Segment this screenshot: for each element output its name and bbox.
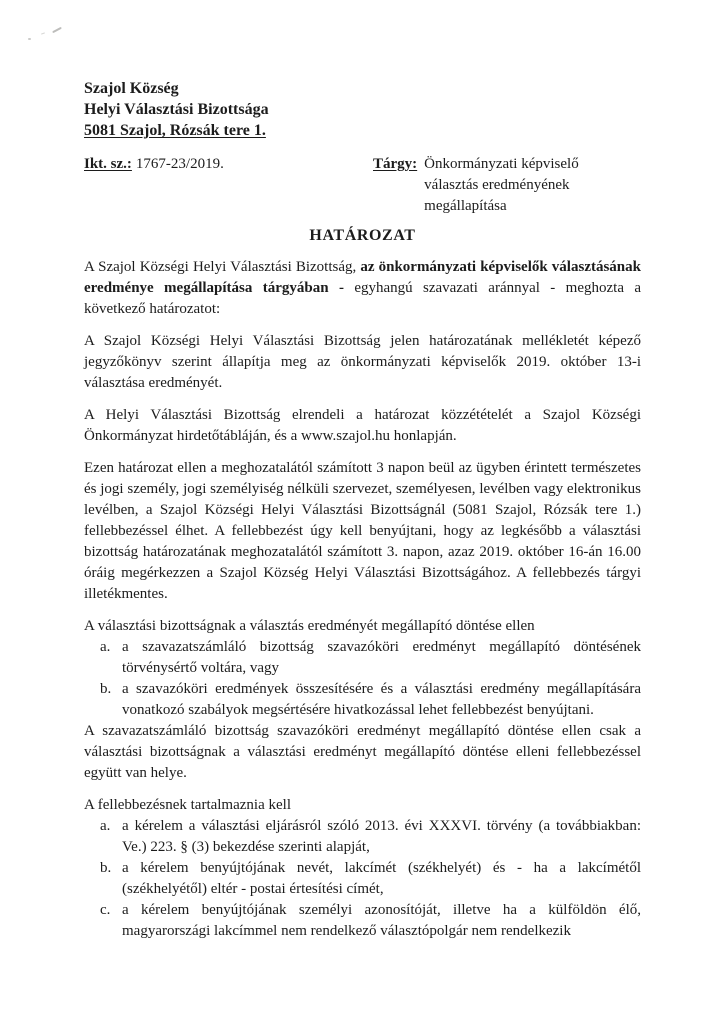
scan-artifact: [41, 32, 45, 34]
appeal-grounds-intro: A választási bizottságnak a választás eredményét megállapító döntése ellen: [84, 618, 535, 634]
decision-intro-subject-bold: az önkormányzati képviselők választásának eredménye megállapítása tárgyában -: [84, 259, 641, 296]
list-marker: c.: [100, 902, 111, 918]
reference-row: [84, 154, 641, 217]
appeal-grounds-outro: A szavazatszámláló bizottság szavazóköri eredményt megállapító döntése ellen csak a választási bizottságnak a választási eredményt megállapító döntése elleni fellebbezéssel együtt van helye.: [84, 723, 641, 781]
subject-block: [373, 154, 579, 217]
file-number: [84, 154, 373, 217]
list-item: [84, 637, 641, 679]
org-committee: Helyi Választási Bizottsága: [84, 101, 269, 118]
paragraph-appeal-rules: Ezen határozat ellen a meghozatalától számított 3 napon beül az ügyben érintett természetes és jogi személy, jogi személyiség nélküli szervezet, személyesen, levélben vagy elektronikus levélben, a Szajol Községi Helyi Választási Bizottságnál (5081 Szajol, Rózsák tere 1.) fellebbezéssel élhet. A fellebbezést úgy kell benyújtani, hogy az legkésőbb a választási bizottság határozatának meghozatalától számított 3. napon, azaz 2019. október 16-án 16.00 óráig megérkezzen a Szajol Község Helyi Választási Bizottságához. A fellebbezés tárgyi illetékmentes.: [84, 460, 641, 602]
appeal-grounds-block: [84, 616, 641, 784]
list-item-text: a kérelem benyújtójának nevét, lakcímét (székhelyét) és - ha a lakcímétől (székhelyétől) eltér - postai értesítési címét,: [122, 860, 641, 897]
decision-intro-closing: egyhangú szavazati aránnyal - meghozta a következő határozatot:: [84, 280, 641, 317]
scan-artifact: [28, 38, 31, 40]
list-item: [84, 679, 641, 721]
letterhead: [84, 78, 641, 141]
subject-line: Önkormányzati képviselő: [424, 156, 579, 172]
paragraph-decision-intro: [84, 257, 641, 320]
scan-artifact: [52, 27, 62, 33]
subject-text: [424, 154, 579, 217]
subject-line: választás eredményének: [424, 177, 570, 193]
list-marker: b.: [100, 860, 112, 876]
file-number-label: Ikt. sz.:: [84, 156, 132, 172]
org-name: Szajol Község: [84, 80, 179, 97]
document-content: [84, 78, 641, 942]
list-marker: b.: [100, 681, 112, 697]
subject-line: megállapítása: [424, 198, 507, 214]
subject-label: Tárgy:: [373, 156, 418, 172]
list-item: [84, 858, 641, 900]
decision-intro-text: A Szajol Községi Helyi Választási Bizottság,: [84, 259, 361, 275]
list-marker: a.: [100, 818, 111, 834]
list-item-text: a szavazóköri eredmények összesítésére és a választási eredmény megállapítására vonatkozó szabályok megsértésére hivatkozással lehet fellebbezést benyújtani.: [122, 681, 641, 718]
appeal-content-intro: A fellebbezésnek tartalmaznia kell: [84, 797, 291, 813]
list-item: [84, 900, 641, 942]
document-title: HATÁROZAT: [309, 227, 416, 244]
list-item-text: a kérelem a választási eljárásról szóló 2013. évi XXXVI. törvény (a továbbiakban: Ve.) 223. § (3) bekezdése szerinti alapját,: [122, 818, 641, 855]
paragraph-result-statement: A Szajol Községi Helyi Választási Bizottság jelen határozatának mellékletét képező jegyzőkönyv szerint állapítja meg az önkormányzati képviselők 2019. október 13-i választása eredményét.: [84, 333, 641, 391]
list-item-text: a kérelem benyújtójának személyi azonosítóját, illetve ha a külföldön élő, magyarországi lakcímmel nem rendelkező választópolgár nem rendelkezik: [122, 902, 641, 939]
file-number-value: 1767-23/2019.: [135, 156, 224, 172]
list-item: [84, 816, 641, 858]
org-address: 5081 Szajol, Rózsák tere 1.: [84, 122, 266, 139]
paragraph-publication: A Helyi Választási Bizottság elrendeli a határozat közzétételét a Szajol Községi Önkormányzat hirdetőtábláján, és a www.szajol.hu honlapján.: [84, 407, 641, 444]
list-marker: a.: [100, 639, 111, 655]
list-item-text: a szavazatszámláló bizottság szavazóköri eredményt megállapító döntésének törvénysértő voltára, vagy: [122, 639, 641, 676]
appeal-content-block: [84, 795, 641, 942]
